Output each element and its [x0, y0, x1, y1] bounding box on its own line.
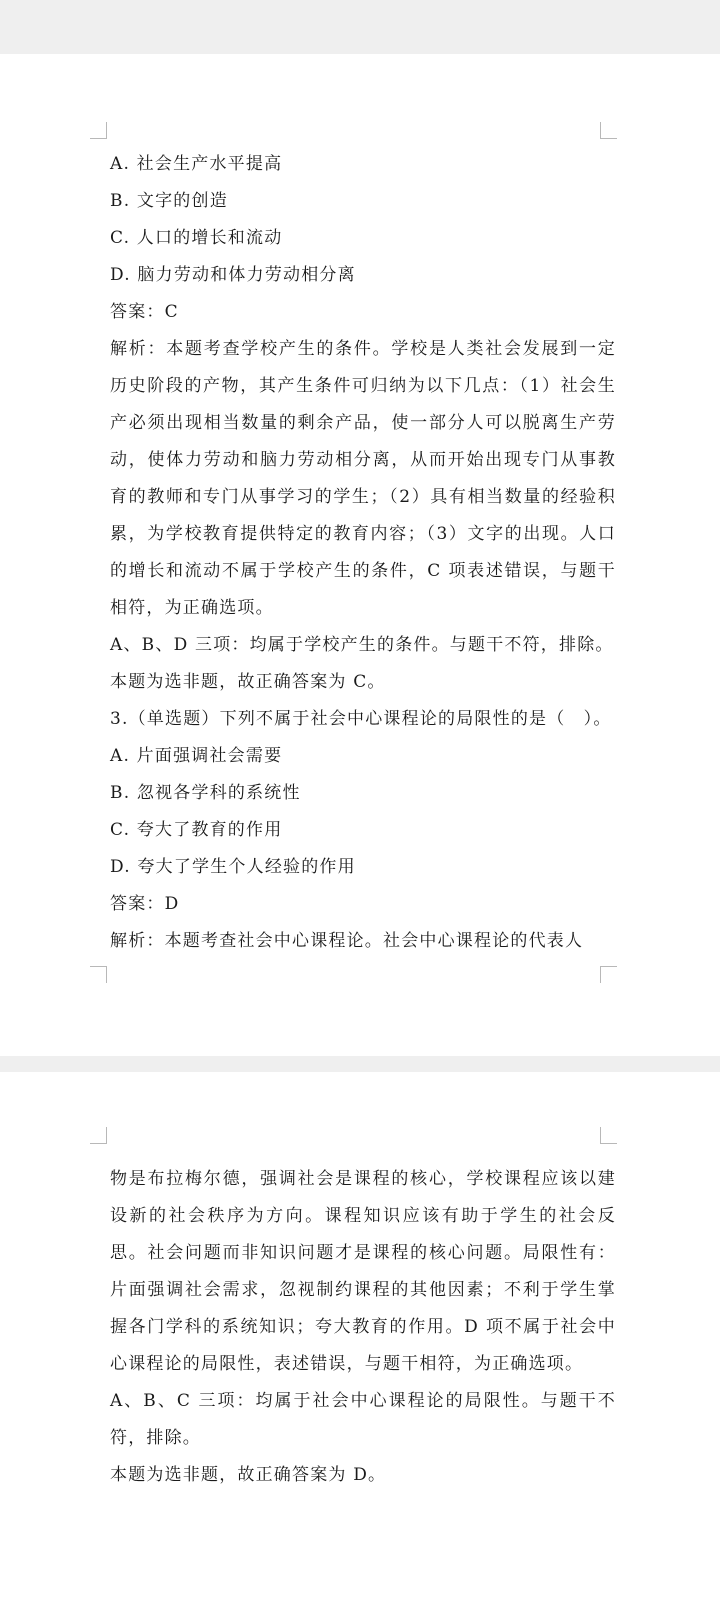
question-3-answer: 答案：D: [110, 894, 180, 914]
question-3-option-a: A. 片面强调社会需要: [110, 746, 283, 766]
option-a: A. 社会生产水平提高: [110, 154, 283, 174]
option-c: C. 人口的增长和流动: [110, 228, 283, 248]
question-3-analysis-start: 解析：本题考查社会中心课程论。社会中心课程论的代表人: [110, 931, 584, 951]
question-3-option-d: D. 夸大了学生个人经验的作用: [110, 857, 356, 877]
crop-mark-top-left: [90, 122, 107, 139]
question-3-stem: 3.（单选题）下列不属于社会中心课程论的局限性的是（ ）。: [110, 709, 612, 729]
conclusion-paragraph: 本题为选非题，故正确答案为 D。: [110, 1465, 387, 1485]
answer: 答案：C: [110, 302, 179, 322]
analysis-continuation: 物是布拉梅尔德，强调社会是课程的核心，学校课程应该以建设新的社会秩序为方向。课程知识应该有助于学生的社会反思。社会问题而非知识问题才是课程的核心问题。局限性有：片面强调社会需求，忽视制约课程的其他因素；不利于学生掌握各门学科的系统知识；夸大教育的作用。D 项不属于社会中心课程论的局限性，表述错误，与题干相符，为正确选项。: [110, 1169, 616, 1374]
option-d: D. 脑力劳动和体力劳动相分离: [110, 265, 356, 285]
document-page-2: [0, 1072, 720, 1600]
crop-mark-bottom-left: [90, 966, 107, 983]
exclusion-paragraph: A、B、D 三项：均属于学校产生的条件。与题干不符，排除。: [110, 635, 614, 655]
exclusion-paragraph: A、B、C 三项：均属于社会中心课程论的局限性。与题干不符，排除。: [110, 1391, 616, 1448]
crop-mark-top-right: [600, 1127, 617, 1144]
option-b: B. 文字的创造: [110, 191, 228, 211]
page-1-content: [110, 146, 616, 960]
analysis-paragraph: 解析：本题考查学校产生的条件。学校是人类社会发展到一定历史阶段的产物，其产生条件可归纳为以下几点：（1）社会生产必须出现相当数量的剩余产品，使一部分人可以脱离生产劳动，使体力劳动和脑力劳动相分离，从而开始出现专门从事教育的教师和专门从事学习的学生；（2）具有相当数量的经验积累，为学校教育提供特定的教育内容；（3）文字的出现。人口的增长和流动不属于学校产生的条件，C 项表述错误，与题干相符，为正确选项。: [110, 339, 616, 618]
crop-mark-bottom-right: [600, 966, 617, 983]
page-2-content: [110, 1161, 616, 1494]
crop-mark-top-left: [90, 1127, 107, 1144]
conclusion-paragraph: 本题为选非题，故正确答案为 C。: [110, 672, 386, 692]
document-page-1: [0, 54, 720, 1056]
crop-mark-top-right: [600, 122, 617, 139]
question-3-option-b: B. 忽视各学科的系统性: [110, 783, 301, 803]
question-3-option-c: C. 夸大了教育的作用: [110, 820, 283, 840]
